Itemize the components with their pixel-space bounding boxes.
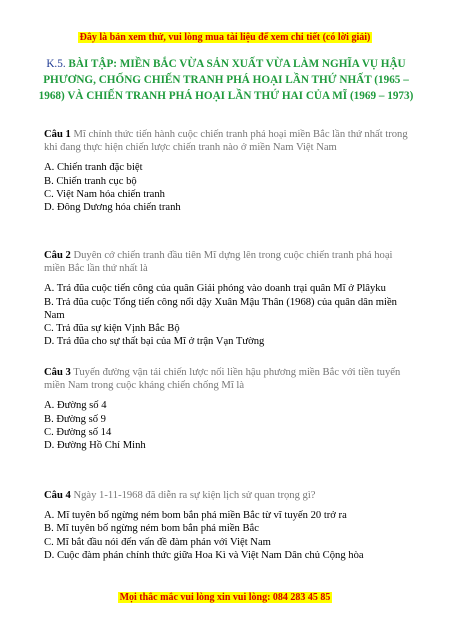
option-c: C. Mĩ bắt đầu nói đến vấn đề đàm phán với Việt Nam xyxy=(44,536,271,548)
question-text: Tuyến đường vận tải chiến lược nối liền hậu phương miền Bắc với tiền tuyến miền Nam trong cuộc kháng chiến chống Mĩ là xyxy=(44,367,401,392)
question-4 xyxy=(44,489,416,562)
section-code: K.5. xyxy=(46,58,69,70)
preview-notice-text: Đây là bản xem thử, vui lòng mua tài liệu để xem chi tiết (có lời giải) xyxy=(79,32,371,43)
option-a: A. Trả đũa cuộc tiến công của quân Giải phóng vào doanh trại quân Mĩ ở Plâyku xyxy=(44,283,386,295)
option-b: B. Mĩ tuyên bố ngừng ném bom bắn phá miền Bắc xyxy=(44,523,259,535)
option-b: B. Đường số 9 xyxy=(44,413,106,425)
question-text: Ngày 1-11-1968 đã diễn ra sự kiện lịch sử quan trọng gì? xyxy=(70,490,316,501)
contact-notice-text: Mọi thắc mắc vui lòng xin vui lòng: 084 283 45 85 xyxy=(119,592,331,603)
option-d: D. Đông Dương hóa chiến tranh xyxy=(44,202,181,214)
question-stem xyxy=(44,249,416,275)
option-c: C. Việt Nam hóa chiến tranh xyxy=(44,188,165,200)
option-b: B. Chiến tranh cục bộ xyxy=(44,175,137,187)
section-title xyxy=(30,56,422,104)
question-3 xyxy=(44,366,416,452)
option-c: C. Đường số 14 xyxy=(44,426,112,438)
option-c: C. Trả đũa sự kiện Vịnh Bắc Bộ xyxy=(44,323,180,335)
question-text: Mĩ chính thức tiến hành cuộc chiến tranh phá hoại miền Bắc lần thứ nhất trong khi đang thực hiện chiến lược chiến tranh nào ở miền Nam Việt Nam xyxy=(44,129,408,154)
question-label: Câu 3 xyxy=(44,367,71,378)
question-label: Câu 4 xyxy=(44,490,71,501)
question-text: Duyên cớ chiến tranh đầu tiên Mĩ dựng lên trong cuộc chiến tranh phá hoại miền Bắc lần thứ nhất là xyxy=(44,250,393,275)
section-title-text: BÀI TẬP: MIỀN BẮC VỪA SẢN XUẤT VỪA LÀM NGHĨA VỤ HẬU PHƯƠNG, CHỐNG CHIẾN TRANH PHÁ HOẠI LẦN THỨ NHẤT (1965 – 1968) VÀ CHIẾN TRANH PHÁ HOẠI LẦN THỨ HAI CỦA MĨ (1969 – 1973) xyxy=(38,58,414,102)
contact-notice-banner xyxy=(0,587,450,605)
question-stem xyxy=(44,489,416,502)
option-d: D. Trả đũa cho sự thất bại của Mĩ ở trận Vạn Tường xyxy=(44,336,265,348)
option-b: B. Trả đũa cuộc Tổng tiến công nổi dậy Xuân Mậu Thân (1968) của quân dân miền Nam xyxy=(44,296,397,321)
option-a: A. Mĩ tuyên bố ngừng ném bom bắn phá miền Bắc từ vĩ tuyến 20 trở ra xyxy=(44,510,347,522)
preview-notice-banner xyxy=(0,27,450,45)
question-stem xyxy=(44,366,416,392)
question-label: Câu 2 xyxy=(44,250,71,261)
question-stem xyxy=(44,128,416,154)
option-d: D. Đường Hồ Chí Minh xyxy=(44,440,146,452)
question-1 xyxy=(44,128,416,214)
option-d: D. Cuộc đàm phán chính thức giữa Hoa Kì và Việt Nam Dân chủ Cộng hòa xyxy=(44,549,364,561)
option-a: A. Đường số 4 xyxy=(44,400,107,412)
question-label: Câu 1 xyxy=(44,129,71,140)
option-a: A. Chiến tranh đặc biệt xyxy=(44,162,143,174)
question-2 xyxy=(44,249,416,348)
